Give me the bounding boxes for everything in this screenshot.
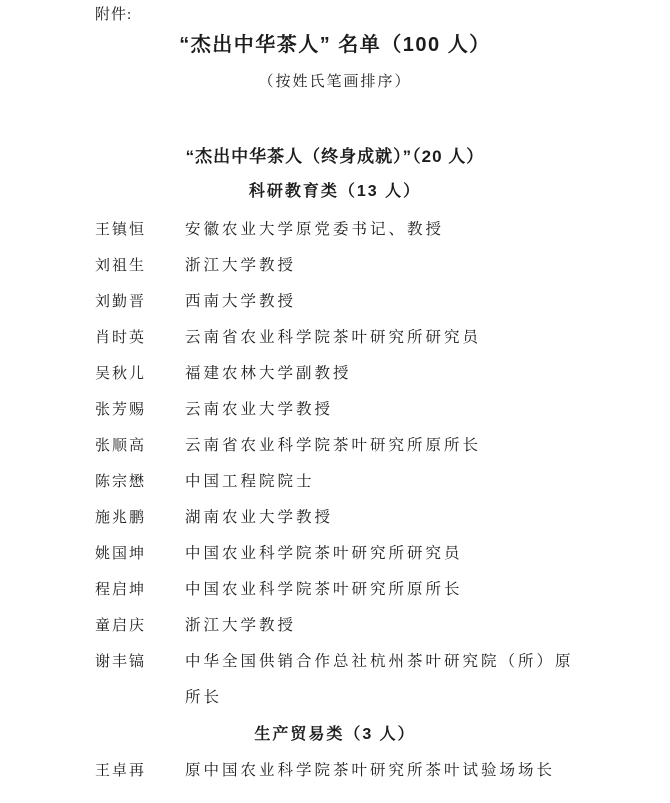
laureate-row (0, 248, 670, 284)
laureate-row (0, 464, 670, 500)
laureate-row (0, 212, 670, 248)
laureate-row (0, 320, 670, 356)
laureate-name: 张顺高 (95, 438, 147, 454)
laureate-name: 陈宗懋 (95, 474, 147, 490)
laureate-name: 王镇恒 (95, 222, 147, 238)
sort-order-note: （按姓氏笔画排序） (258, 74, 412, 90)
laureate-title: 云南省农业科学院茶叶研究所原所长 (185, 437, 482, 454)
laureate-name: 王卓再 (95, 763, 147, 779)
laureate-name: 刘勤晋 (95, 294, 147, 310)
laureate-title: 云南农业大学教授 (185, 401, 334, 418)
laureate-name: 吴秋儿 (95, 366, 147, 382)
laureate-row (0, 428, 670, 464)
laureate-name: 刘祖生 (95, 258, 147, 274)
section-heading-research-education: 科研教育类（13 人） (248, 183, 422, 200)
laureate-row (0, 392, 670, 428)
laureate-name: 谢丰镐 (95, 654, 147, 670)
laureate-title: 浙江大学教授 (185, 257, 297, 274)
group-heading-lifetime-achievement: “杰出中华茶人（终身成就）”（20 人） (185, 147, 485, 166)
laureate-name: 施兆鹏 (95, 510, 147, 526)
laureate-title: 中华全国供销合作总社杭州茶叶研究院（所）原所长 (185, 653, 574, 706)
laureate-name: 肖时英 (95, 330, 147, 346)
laureate-title: 中国工程院院士 (185, 473, 315, 490)
laureate-row (0, 644, 670, 716)
laureate-row (0, 356, 670, 392)
laureate-name: 程启坤 (95, 582, 147, 598)
laureate-list-production-trade (0, 753, 670, 789)
laureate-title: 中国农业科学院茶叶研究所研究员 (185, 545, 463, 562)
laureate-name: 姚国坤 (95, 546, 147, 562)
laureate-name: 童启庆 (95, 618, 147, 634)
laureate-title: 原中国农业科学院茶叶研究所茶叶试验场场长 (185, 762, 556, 779)
laureate-row (0, 753, 670, 789)
laureate-title: 中国农业科学院茶叶研究所原所长 (185, 581, 463, 598)
laureate-row (0, 608, 670, 644)
laureate-title: 浙江大学教授 (185, 617, 297, 634)
laureate-title: 福建农林大学副教授 (185, 365, 352, 382)
laureate-title: 西南大学教授 (185, 293, 297, 310)
laureate-title: 湖南农业大学教授 (185, 509, 334, 526)
attachment-label: 附件: (95, 7, 133, 23)
laureate-row (0, 572, 670, 608)
laureate-title: 云南省农业科学院茶叶研究所研究员 (185, 329, 482, 346)
laureate-row (0, 500, 670, 536)
document-title: “杰出中华茶人” 名单（100 人） (179, 34, 491, 56)
laureate-title: 安徽农业大学原党委书记、教授 (185, 221, 445, 238)
laureate-row (0, 536, 670, 572)
laureate-list-research-education (0, 212, 670, 716)
section-heading-production-trade: 生产贸易类（3 人） (254, 726, 416, 743)
laureate-row (0, 284, 670, 320)
laureate-name: 张芳赐 (95, 402, 147, 418)
